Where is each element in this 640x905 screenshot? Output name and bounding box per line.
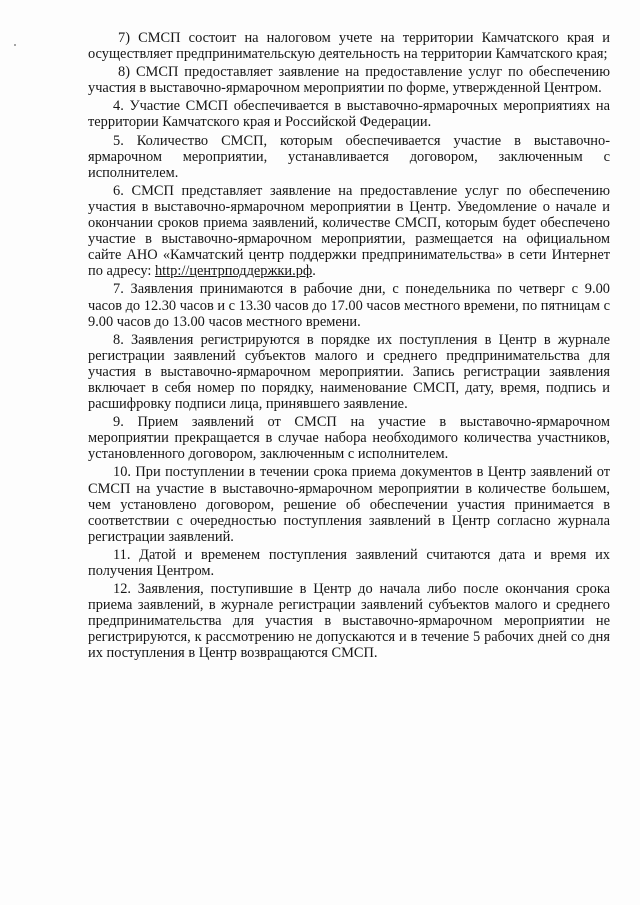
paragraph-6-application-notice: [88, 183, 610, 280]
paragraph-5-quantity: 5. Количество СМСП, которым обеспечивается участие в выставочно-ярмарочном мероприятии, устанавливается договором, заключенным с исполнителем.: [88, 132, 610, 181]
paragraph-4-participation: 4. Участие СМСП обеспечивается в выставочно-ярмарочных мероприятиях на территории Камчатского края и Российской Федерации.: [88, 98, 610, 131]
paragraph-6-end: .: [312, 263, 316, 280]
paragraph-10-priority: 10. При поступлении в течении срока приема документов в Центр заявлений от СМСП на участие в выставочно-ярмарочном мероприятии в количестве большем, чем установлено договором, решение об обеспечении участия принимается в соответствии с очередностью поступления заявлений в Центр согласно журнала регистрации заявлений.: [88, 464, 610, 545]
paragraph-6-text: 6. СМСП представляет заявление на предоставление услуг по обеспечению участия в выставочно-ярмарочном мероприятии в Центр. Уведомление о начале и окончании сроков приема заявлений, количестве СМСП, которым будет обеспечено участие в выставочно-ярмарочном мероприятии, размещается на официальном сайте АНО «Камчатский центр поддержки предпринимательства» в сети Интернет по адресу:: [88, 182, 610, 280]
paragraph-9-termination: 9. Прием заявлений от СМСП на участие в выставочно-ярмарочном мероприятии прекращается в случае набора необходимого количества участников, установленного договором, заключенным с исполнителем.: [88, 414, 610, 463]
paragraph-11-receipt-date: 11. Датой и временем поступления заявлений считаются дата и время их получения Центром.: [88, 546, 610, 579]
paragraph-8-registration: 8. Заявления регистрируются в порядке их поступления в Центр в журнале регистрации заявлений субъектов малого и среднего предпринимательства для участия в выставочно-ярмарочном мероприятии. Запись регистрации заявления включает в себя номер по порядку, наименование СМСП, дату, время, подпись и расшифровку подписи лица, принявшего заявление.: [88, 331, 610, 413]
paragraph-7-working-hours: 7. Заявления принимаются в рабочие дни, с понедельника по четверг с 9.00 часов до 12.30 часов и с 13.30 часов до 17.00 часов местного времени, по пятницам с 9.00 часов до 13.00 часов местного времени.: [88, 281, 610, 330]
center-website-link[interactable]: http://центрподдержки.рф: [154, 263, 313, 280]
paragraph-12-rejection: 12. Заявления, поступившие в Центр до начала либо после окончания срока приема заявлений, в журнале регистрации заявлений субъектов малого и среднего предпринимательства для участия в выставочно-ярмарочном мероприятии не регистрируются, к рассмотрению не допускаются и в течение 5 рабочих дней со дня их поступления в Центр возвращаются СМСП.: [88, 581, 610, 662]
scan-speck: [14, 44, 16, 46]
document-body: [88, 30, 610, 664]
clause-7-tax-registration: 7) СМСП состоит на налоговом учете на территории Камчатского края и осуществляет предпринимательскую деятельность на территории Камчатского края;: [88, 30, 610, 63]
clause-8-application-form: 8) СМСП предоставляет заявление на предоставление услуг по обеспечению участия в выставочно-ярмарочном мероприятии по форме, утвержденной Центром.: [88, 64, 610, 97]
